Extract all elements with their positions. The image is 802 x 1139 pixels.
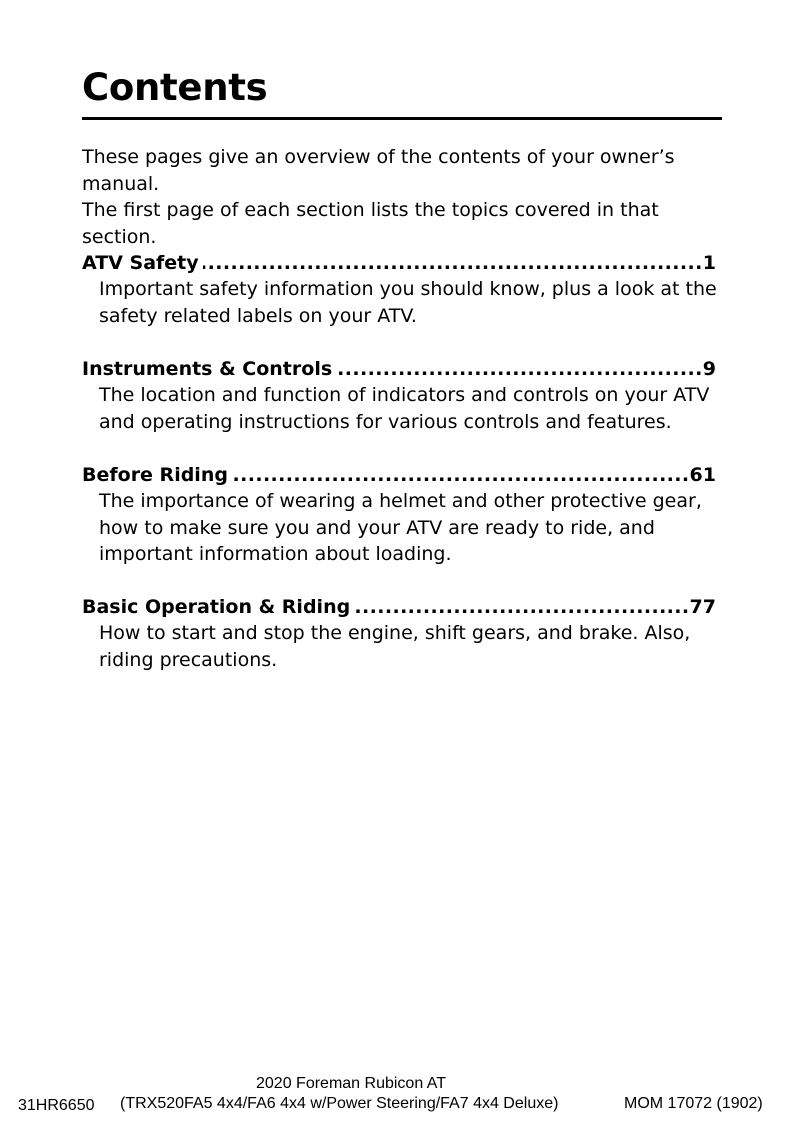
toc-entry-title[interactable]: ATV Safety [82,252,199,274]
toc-entry-description: How to start and stop the engine, shift gears, and brake. Also, riding precautions. [99,622,691,671]
toc-leader-dots [354,594,689,620]
footer-part-number: 31HR6650 [18,1097,95,1114]
intro-line-2: The first page of each section lists the topics covered in that section. [82,199,659,248]
toc-page-number[interactable]: 61 [689,464,716,486]
toc-entry-description: Important safety information you should know, plus a look at the safety related labels on your ATV. [99,278,717,327]
toc-page-number[interactable]: 1 [702,252,716,274]
toc-entry-description: The location and function of indicators and controls on your ATV and operating instructions for various controls and features. [99,384,710,433]
title-divider [82,117,722,120]
intro-text [82,144,727,250]
toc-leader-dots [203,250,703,276]
toc-entry-title[interactable]: Instruments & Controls [82,358,333,380]
footer-model: 2020 Foreman Rubicon AT [256,1075,447,1092]
toc-entry-title[interactable]: Before Riding [82,464,228,486]
page-title: Contents [82,66,268,109]
toc-page-number[interactable]: 77 [689,596,716,618]
intro-line-1: These pages give an overview of the contents of your owner’s manual. [82,146,675,195]
toc-leader-dots [336,356,703,382]
toc-entry-heading[interactable] [82,462,716,488]
toc-entry-description: The importance of wearing a helmet and other protective gear, how to make sure you and your ATV are ready to ride, and important information about loading. [99,490,702,565]
toc-entry-title[interactable]: Basic Operation & Riding [82,596,351,618]
toc-entry-heading[interactable] [82,250,716,276]
toc-entry-before-riding[interactable] [82,462,716,568]
toc-entry-basic-operation-riding[interactable] [82,594,716,673]
toc-entry-atv-safety[interactable] [82,250,716,329]
toc-leader-dots [232,462,690,488]
toc-page-number[interactable]: 9 [702,358,716,380]
footer-model-variants: (TRX520FA5 4x4/FA6 4x4 w/Power Steering/FA7 4x4 Deluxe) [120,1095,559,1112]
toc-entry-heading[interactable] [82,356,716,382]
toc-entry-heading[interactable] [82,594,716,620]
toc-entry-instruments-controls[interactable] [82,356,716,435]
footer-manual-code: MOM 17072 (1902) [624,1095,763,1112]
